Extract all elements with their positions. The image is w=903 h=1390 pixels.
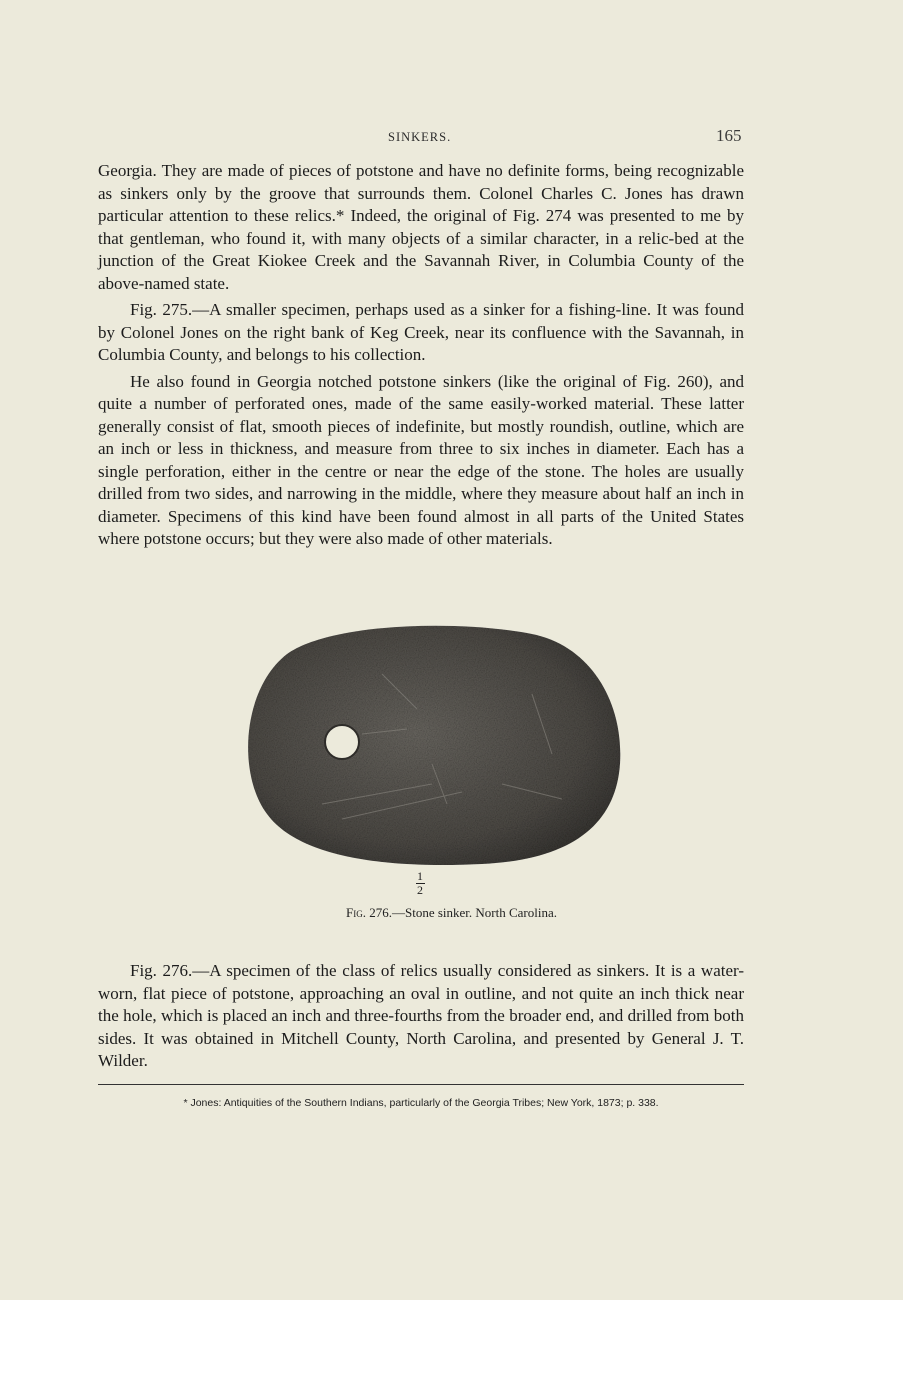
footnote-rule: [98, 1084, 744, 1085]
paragraph-4: Fig. 276.—A specimen of the class of relics usually considered as sinkers. It is a water-worn, flat piece of potstone, approaching an oval in outline, and not quite an inch thick near the hole, which is placed an inch and three-fourths from the broader end, and drilled from both sides. It was obtained in Mitchell County, North Carolina, and presented by General J. T. Wilder.: [98, 961, 744, 1070]
body-text-top: [98, 160, 744, 551]
stone-body: [248, 626, 620, 865]
page-header: [0, 128, 903, 150]
page-number: 165: [716, 126, 742, 145]
body-text-bottom: [98, 960, 744, 1073]
figure-caption: [0, 905, 903, 921]
paragraph-2: Fig. 275.—A smaller specimen, perhaps used as a sinker for a fishing-line. It was found by Colonel Jones on the right bank of Keg Creek, near its confluence with the Savannah, in Columbia County, and belongs to his collection.: [98, 300, 744, 364]
paragraph-1: Georgia. They are made of pieces of potstone and have no definite forms, being recognizable as sinkers only by the groove that surrounds them. Colonel Charles C. Jones has drawn particular attention to these relics.* Indeed, the original of Fig. 274 was presented to me by that gentleman, who found it, with many objects of a similar character, in a relic-bed at the junction of the Great Kiokee Creek and the Savannah River, in Columbia County of the above-named state.: [98, 161, 744, 293]
footnote: * Jones: Antiquities of the Southern Indians, particularly of the Georgia Tribes; New York, 1873; p. 338.: [183, 1097, 659, 1109]
scale-fraction: [410, 871, 430, 896]
caption-text: 276.—Stone sinker. North Carolina.: [369, 905, 557, 920]
stone-sinker-illustration: [232, 614, 632, 874]
paragraph-3: He also found in Georgia notched potstone sinkers (like the original of Fig. 260), and quite a number of perforated ones, made of the same easily-worked material. These latter generally consist of flat, smooth pieces of indefinite, but mostly roundish, outline, which are an inch or less in thickness, and measure from three to six inches in diameter. Each has a single perforation, either in the centre or near the edge of the stone. The holes are usually drilled from two sides, and narrowing in the middle, where they measure about half an inch in diameter. Specimens of this kind have been found almost in all parts of the United States where potstone occurs; but they were also made of other materials.: [98, 371, 744, 548]
running-head: SINKERS.: [388, 130, 452, 144]
scale-numerator: 1: [417, 869, 423, 883]
scale-denominator: 2: [417, 883, 423, 897]
caption-label: Fig.: [346, 905, 366, 920]
